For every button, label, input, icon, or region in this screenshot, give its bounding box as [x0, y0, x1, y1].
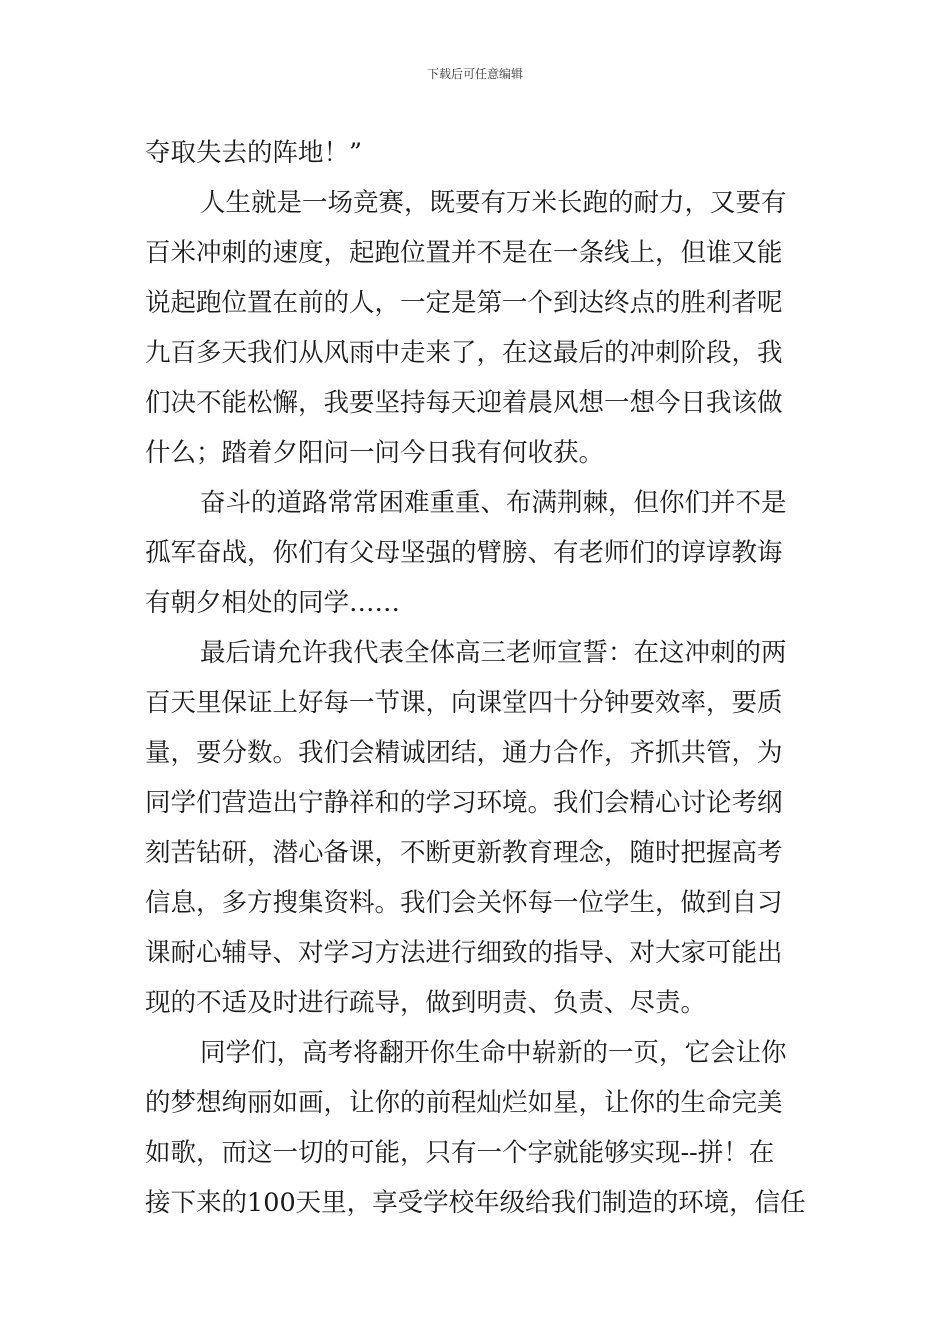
text-line: 九百多天我们从风雨中走来了，在这最后的冲刺阶段，我: [145, 338, 783, 368]
text-line: 现的不适及时进行疏导，做到明责、负责、尽责。: [145, 988, 707, 1018]
text-line: 信息，多方搜集资料。我们会关怀每一位学生，做到自习: [145, 888, 783, 918]
text-line: 如歌，而这一切的可能，只有一个字就能够实现--拼！在: [145, 1138, 775, 1168]
text-line: 说起跑位置在前的人，一定是第一个到达终点的胜利者呢: [145, 288, 783, 318]
text-line: 们决不能松懈，我要坚持每天迎着晨风想一想今日我该做: [145, 388, 783, 418]
text-line: 有朝夕相处的同学……: [145, 588, 401, 618]
page-header: 下载后可任意编辑: [426, 67, 523, 81]
text-line: 课耐心辅导、对学习方法进行细致的指导、对大家可能出: [145, 938, 783, 968]
text-line: 孤军奋战，你们有父母坚强的臂膀、有老师们的谆谆教诲: [145, 538, 783, 568]
text-line: 什么；踏着夕阳问一问今日我有何收获。: [145, 438, 605, 468]
text-line: 同学们营造出宁静祥和的学习环境。我们会精心讨论考纲: [145, 788, 783, 818]
text-line: 的梦想绚丽如画，让你的前程灿烂如星，让你的生命完美: [145, 1088, 783, 1118]
text-line: 量，要分数。我们会精诚团结，通力合作，齐抓共管，为: [145, 738, 783, 768]
text-line: 最后请允许我代表全体高三老师宣誓：在这冲刺的两: [200, 638, 787, 668]
text-line: 奋斗的道路常常困难重重、布满荆棘，但你们并不是: [200, 488, 787, 518]
text-line: 人生就是一场竞赛，既要有万米长跑的耐力，又要有: [200, 188, 787, 218]
text-line: 刻苦钻研，潜心备课，不断更新教育理念，随时把握高考: [145, 838, 783, 868]
text-line: 同学们，高考将翻开你生命中崭新的一页，它会让你: [200, 1038, 787, 1068]
text-line: 夺取失去的阵地！”: [145, 138, 363, 168]
document-body: [145, 128, 815, 1228]
text-line: 接下来的100天里，享受学校年级给我们制造的环境，信任: [145, 1188, 806, 1218]
text-line: 百天里保证上好每一节课，向课堂四十分钟要效率，要质: [145, 688, 783, 718]
text-line: 百米冲刺的速度，起跑位置并不是在一条线上，但谁又能: [145, 238, 783, 268]
